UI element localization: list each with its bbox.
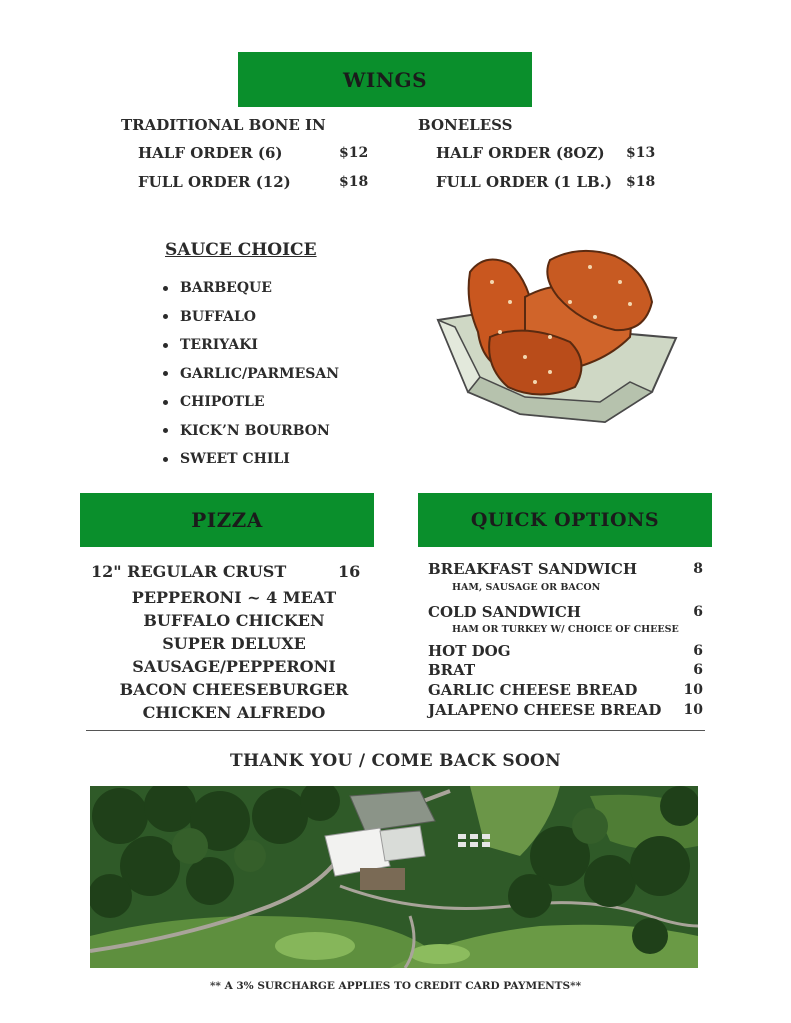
sauce-heading: SAUCE CHOICE <box>165 240 317 260</box>
bone-full-name: FULL ORDER (1 LB.) <box>436 173 613 191</box>
quick-item-name: GARLIC CHEESE BREAD <box>428 681 638 699</box>
pizza-item: PEPPERONI ~ 4 MEAT <box>131 588 337 607</box>
quick-item-price: 8 <box>693 561 703 577</box>
sauce-item: GARLIC/PARMESAN <box>163 360 339 389</box>
quick-item-price: 10 <box>683 702 703 718</box>
thank-you-text: THANK YOU / COME BACK SOON <box>230 751 561 771</box>
quick-item-price: 10 <box>683 682 703 698</box>
quick-options-banner <box>418 493 712 547</box>
pizza-crust: 12" REGULAR CRUST <box>91 562 287 581</box>
quick-item-name: BREAKFAST SANDWICH <box>428 560 638 578</box>
quick-item-sub: HAM, SAUSAGE OR BACON <box>452 582 601 593</box>
quick-item-name: COLD SANDWICH <box>428 603 581 621</box>
wings-heading: WINGS <box>342 67 428 92</box>
trad-half-price: $12 <box>339 145 369 161</box>
quick-item-name: HOT DOG <box>428 642 511 660</box>
aerial-golf-course-photo <box>90 786 698 968</box>
pizza-heading: PIZZA <box>191 508 263 532</box>
pizza-item: BUFFALO CHICKEN <box>143 611 325 630</box>
traditional-label: TRADITIONAL BONE IN <box>121 116 326 134</box>
sauce-item: CHIPOTLE <box>163 388 339 417</box>
sauce-item: BUFFALO <box>163 303 339 332</box>
pizza-banner <box>80 493 374 547</box>
bone-half-name: HALF ORDER (8OZ) <box>436 144 605 162</box>
bone-full-price: $18 <box>626 174 656 190</box>
quick-item-name: JALAPENO CHEESE BREAD <box>428 701 662 719</box>
pizza-item: SAUSAGE/PEPPERONI <box>132 657 336 676</box>
sauce-item: KICK’N BOURBON <box>163 417 339 446</box>
pizza-item: BACON CHEESEBURGER <box>119 680 349 699</box>
divider <box>86 730 705 731</box>
wings-banner <box>238 52 532 107</box>
pizza-price: 16 <box>338 562 361 581</box>
sauce-list <box>163 274 339 474</box>
trad-half-name: HALF ORDER (6) <box>138 144 283 162</box>
sauce-item: SWEET CHILI <box>163 445 339 474</box>
chicken-wings-image <box>430 242 680 427</box>
sauce-item: BARBEQUE <box>163 274 339 303</box>
sauce-item: TERIYAKI <box>163 331 339 360</box>
pizza-item: CHICKEN ALFREDO <box>142 703 326 722</box>
trad-full-price: $18 <box>339 174 369 190</box>
boneless-label: BONELESS <box>418 116 513 134</box>
quick-options-heading: QUICK OPTIONS <box>470 509 660 531</box>
trad-full-name: FULL ORDER (12) <box>138 173 291 191</box>
pizza-item: SUPER DELUXE <box>162 634 306 653</box>
surcharge-note: ** A 3% SURCHARGE APPLIES TO CREDIT CARD PAYMENTS** <box>209 980 582 992</box>
quick-item-price: 6 <box>693 643 703 659</box>
bone-half-price: $13 <box>626 145 656 161</box>
quick-item-price: 6 <box>693 604 703 620</box>
quick-item-sub: HAM OR TURKEY W/ CHOICE OF CHEESE <box>452 624 679 635</box>
quick-item-price: 6 <box>693 662 703 678</box>
quick-item-name: BRAT <box>428 661 476 679</box>
